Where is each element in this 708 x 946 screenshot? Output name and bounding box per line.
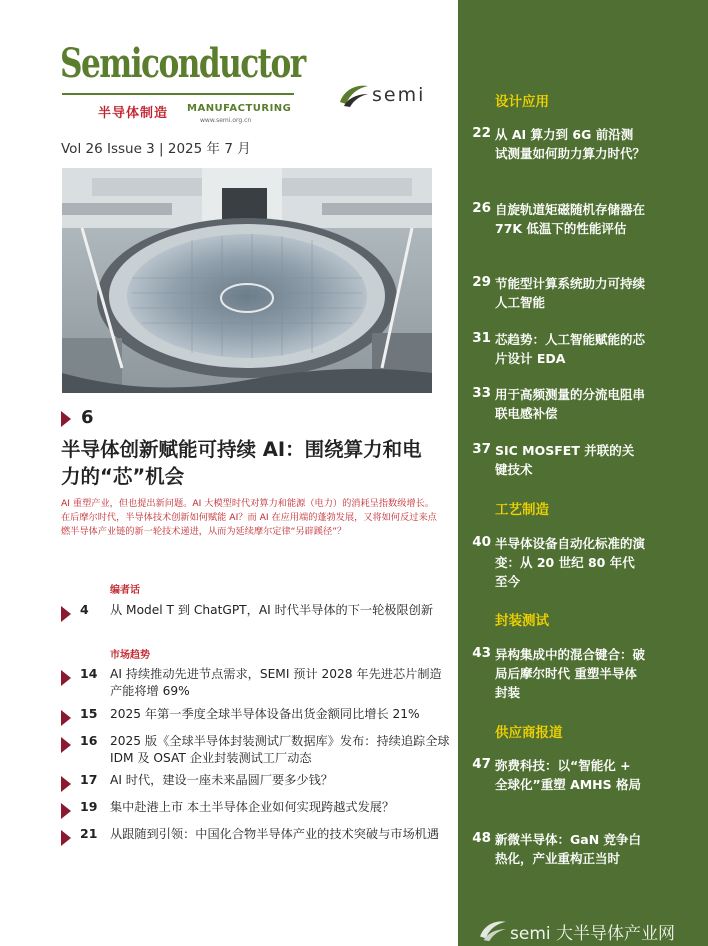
toc-title: 从 Model T 到 ChatGPT，AI 时代半导体的下一轮极限创新: [110, 603, 434, 617]
toc-page-number: 48: [472, 830, 491, 846]
toc-page-number: 16: [80, 733, 98, 748]
toc-page-number: 26: [472, 200, 491, 216]
toc-page-number: 14: [80, 666, 98, 681]
toc-page-number: 33: [472, 385, 491, 401]
section-label-editorial: 编者话: [110, 585, 140, 596]
toc-item[interactable]: [61, 826, 453, 862]
toc-title: SIC MOSFET 并联的关键技术: [495, 443, 635, 477]
toc-item[interactable]: [61, 666, 453, 702]
toc-page-number: 37: [472, 441, 491, 457]
toc-title: 集中赴港上市 本土半导体企业如何实现跨越式发展？: [110, 800, 395, 814]
section-label-market-trends: 市场趋势: [110, 650, 150, 661]
semi-logo: [338, 82, 448, 110]
triangle-marker-icon: [61, 411, 71, 427]
logo-english-subtitle: MANUFACTURING: [187, 103, 292, 114]
toc-title: 新微半导体：GaN 竞争白热化，产业重构正当时: [495, 832, 642, 866]
semi-wordmark: semi: [372, 84, 426, 106]
logo-url: www.semi.org.cn: [200, 117, 252, 124]
toc-item[interactable]: [61, 733, 453, 769]
toc-title: 弥费科技：以“智能化 + 全球化”重塑 AMHS 格局: [495, 758, 641, 792]
toc-page-number: 22: [472, 125, 491, 141]
section-label-process: 工艺制造: [495, 502, 549, 518]
toc-title: 自旋轨道矩磁随机存储器在 77K 低温下的性能评估: [495, 202, 646, 236]
toc-page-number: 31: [472, 330, 491, 346]
feature-page-number: 6: [81, 407, 94, 428]
triangle-marker-icon: [61, 710, 71, 726]
section-label-packaging: 封装测试: [495, 613, 549, 629]
watermark: [478, 916, 708, 944]
logo-chinese-name: 半导体制造: [98, 106, 169, 121]
toc-page-number: 47: [472, 756, 491, 772]
toc-page-number: 17: [80, 772, 98, 787]
toc-page-number: 29: [472, 274, 491, 290]
toc-title: 用于高频测量的分流电阻串联电感补偿: [495, 387, 646, 421]
cover-wafer-photo: [62, 168, 432, 393]
toc-title: 从 AI 算力到 6G 前沿测试测量如何助力算力时代？: [495, 127, 646, 161]
toc-title: AI 持续推动先进节点需求，SEMI 预计 2028 年先进芯片制造产能将增 69%: [110, 667, 442, 698]
toc-title: 半导体设备自动化标准的演变：从 20 世纪 80 年代至今: [495, 536, 646, 589]
toc-title: 2025 年第一季度全球半导体设备出货金额同比增长 21%: [110, 707, 420, 721]
toc-item[interactable]: [61, 602, 453, 638]
toc-page-number: 21: [80, 826, 98, 841]
toc-page-number: 4: [80, 602, 89, 617]
section-label-design: 设计应用: [495, 94, 549, 110]
toc-title: 节能型计算系统助力可持续人工智能: [495, 276, 646, 310]
triangle-marker-icon: [61, 737, 71, 753]
toc-page-number: 43: [472, 645, 491, 661]
toc-title: AI 时代，建设一座未来晶圆厂要多少钱？: [110, 773, 333, 787]
triangle-marker-icon: [61, 670, 71, 686]
toc-title: 异构集成中的混合键合：破局后摩尔时代 重塑半导体封装: [495, 647, 646, 700]
toc-title: 2025 版《全球半导体封装测试厂数据库》发布：持续追踪全球 IDM 及 OSAT 企业封装测试工厂动态: [110, 734, 450, 765]
feature-description: AI 重塑产业，但也提出新问题。AI 大模型时代对算力和能源（电力）的消耗呈指数级增长。在后摩尔时代，半导体技术创新如何赋能 AI？而 AI 在应用端的蓬勃发展，又将如何反过来点燃半导体产业链的新一轮技术递进，从而为延续摩尔定律“另辟蹊径”？: [61, 498, 437, 537]
triangle-marker-icon: [61, 830, 71, 846]
semi-swoosh-icon: [478, 918, 508, 942]
watermark-text: semi 大半导体产业网: [510, 924, 676, 944]
semi-swoosh-icon: [338, 82, 370, 108]
triangle-marker-icon: [61, 776, 71, 792]
feature-title[interactable]: 半导体创新赋能可持续 AI：围绕算力和电力的“芯”机会: [61, 438, 422, 488]
section-label-supplier: 供应商报道: [495, 725, 563, 741]
triangle-marker-icon: [61, 803, 71, 819]
triangle-marker-icon: [61, 606, 71, 622]
toc-title: 从跟随到引领：中国化合物半导体产业的技术突破与市场机遇: [110, 827, 440, 841]
logo-rule: [62, 93, 294, 95]
semiconductor-manufacturing-logo: [60, 40, 310, 130]
logo-wordmark: Semiconductor: [60, 40, 305, 87]
issue-line: Vol 26 Issue 3 | 2025 年 7 月: [61, 141, 251, 157]
feature-page-marker[interactable]: [61, 407, 94, 430]
toc-title: 芯趋势：人工智能赋能的芯片设计 EDA: [495, 332, 646, 366]
toc-page-number: 40: [472, 534, 491, 550]
toc-page-number: 15: [80, 706, 98, 721]
toc-page-number: 19: [80, 799, 98, 814]
